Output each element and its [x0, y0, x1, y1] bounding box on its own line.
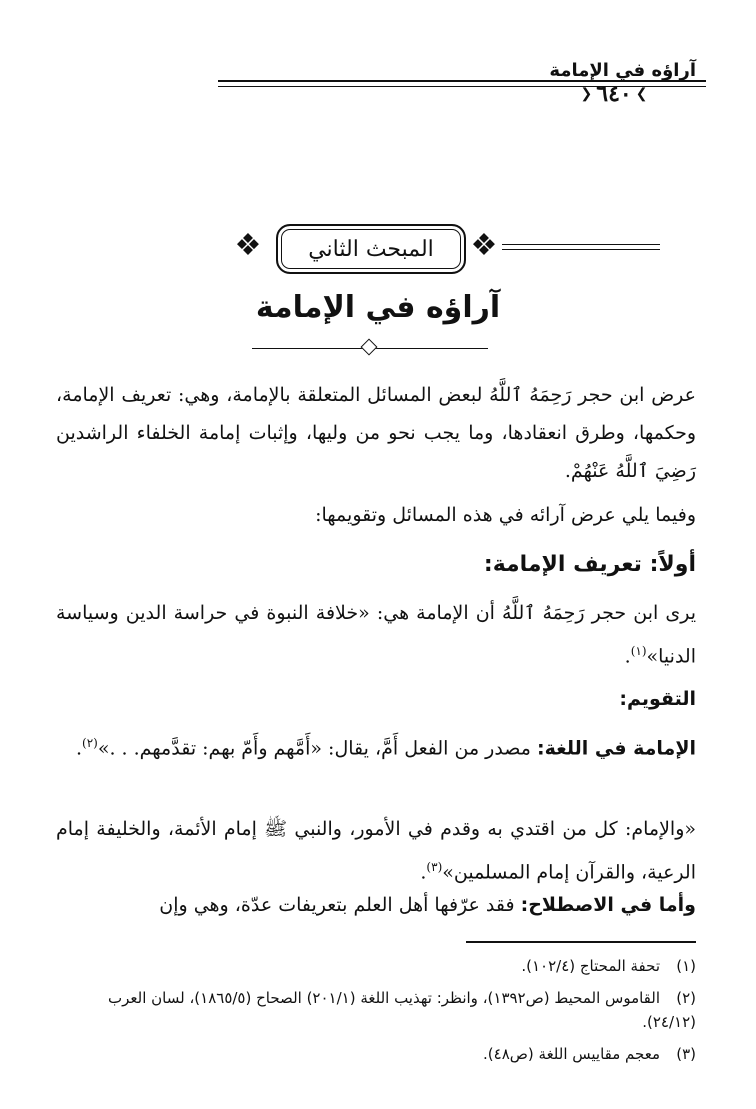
- footnote-text: القاموس المحيط (ص١٣٩٢)، وانظر: تهذيب اللغة (٢٠١/١) الصحاح (١٨٦٥/٥)، لسان العرب (٢٤/١٢).: [108, 989, 696, 1031]
- paragraph: يرى ابن حجر رَحِمَهُ ٱللَّهُ أن الإمامة هي: «خلافة النبوة في حراسة الدين وسياسة الدنيا»$^{(١)}$.: [56, 602, 696, 668]
- footnote-ref: (٢): [82, 736, 98, 750]
- paragraph: وأما في الاصطلاح: فقد عرّفها أهل العلم بتعريفات عدّة، وهي وإن: [159, 894, 696, 916]
- running-header-title: آراؤه في الإمامة: [549, 60, 696, 81]
- footnote-number: (١): [676, 957, 696, 975]
- ornament-icon: ❯: [635, 86, 648, 102]
- footnote-number: (٢): [676, 989, 696, 1007]
- footnote-number: (٣): [676, 1045, 696, 1063]
- footnote: [56, 1042, 696, 1066]
- diamond-icon: [361, 339, 378, 356]
- paragraph-lead: الإمامة في اللغة:: [537, 737, 696, 760]
- page-number-ornament: [572, 80, 656, 108]
- floral-ornament-icon: ❖: [470, 228, 498, 263]
- section-label-box: [276, 224, 466, 274]
- subheading: التقويم:: [619, 688, 696, 710]
- paragraph: عرض ابن حجر رَحِمَهُ ٱللَّهُ لبعض المسائل المتعلقة بالإمامة، وهي: تعريف الإمامة، وحكمها، وطرق انعقادها، وما يجب نحو من وليها، وإثبات إمامة الخلفاء الراشدين رَضِيَ ٱللَّهُ عَنْهُمْ.: [56, 384, 696, 482]
- paragraph: وفيما يلي عرض آرائه في هذه المسائل وتقويمها:: [315, 504, 696, 526]
- section-title: آراؤه في الإمامة: [255, 290, 501, 325]
- footnote-ref: (٣): [426, 860, 443, 874]
- subheading: أولاً: تعريف الإمامة:: [483, 552, 696, 577]
- paragraph-lead: وأما في الاصطلاح:: [520, 894, 696, 916]
- footnote-ref: (١): [630, 644, 647, 658]
- page-number: ٦٤٠: [596, 81, 632, 107]
- footnote: [56, 954, 696, 978]
- paragraph: «والإمام: كل من اقتدي به وقدم في الأمور، والنبي ﷺ إمام الأئمة، والخليفة إمام الرعية، والقرآن إمام المسلمين»$^{(٣)}$.: [56, 818, 696, 884]
- ornament-icon: ❮: [580, 86, 593, 102]
- section-rule: [516, 244, 656, 250]
- footnote: [56, 986, 696, 1034]
- header-rule: [660, 80, 688, 87]
- paragraph: الإمامة في اللغة: مصدر من الفعل أَمَّ، يقال: «أَمَّهم وأَمّ بهم: تقدَّمهم. . .»$^{(٢)}$.: [75, 736, 696, 760]
- footnote-text: تحفة المحتاج (١٠٢/٤).: [521, 957, 660, 975]
- floral-ornament-icon: ❖: [234, 228, 262, 263]
- footnote-text: معجم مقاييس اللغة (ص٤٨).: [483, 1045, 660, 1063]
- footnote-rule: [466, 941, 696, 943]
- section-label: المبحث الثاني: [308, 236, 434, 262]
